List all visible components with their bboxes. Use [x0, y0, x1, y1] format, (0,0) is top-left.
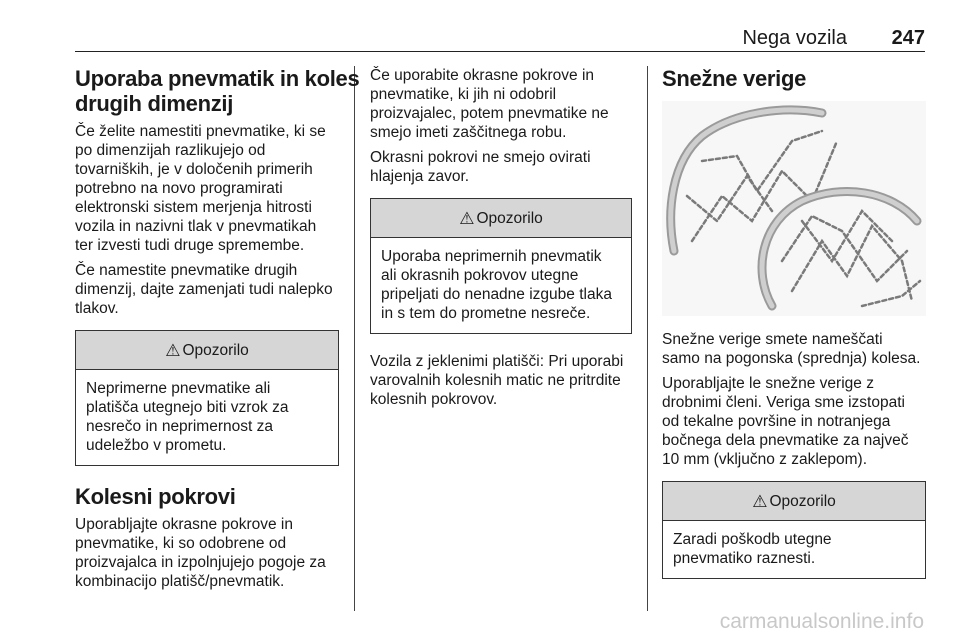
paragraph: [370, 148, 632, 186]
column-2: [370, 66, 632, 415]
text-line: samo na pogonska (sprednja) kolesa.: [662, 350, 921, 367]
text-line: proizvajalca in izpolnjujejo pogoje za: [75, 554, 326, 571]
snow-chains-drawing-icon: [662, 101, 926, 316]
page-header: [75, 27, 925, 51]
warning-header: [371, 199, 631, 238]
paragraph: [75, 515, 339, 591]
text-line: 10 mm (vključno z zaklepom).: [662, 451, 868, 468]
heading-wheel-covers: Kolesni pokrovi: [75, 484, 236, 509]
text-line: pripeljati do nenadne izgube tlaka: [381, 286, 612, 303]
paragraph: [370, 66, 632, 142]
text-line: Uporaba neprimernih pnevmatik: [381, 248, 602, 265]
warning-body: [371, 238, 631, 333]
warning-body: [663, 521, 925, 578]
warning-header: [663, 482, 925, 521]
text-line: tlakov.: [75, 300, 119, 317]
paragraph: [75, 122, 339, 255]
warning-body: [76, 370, 338, 465]
text-line: potrebno na novo programirati: [75, 180, 283, 197]
paragraph: [370, 352, 632, 409]
text-line: kombinacijo platišč/pnevmatik.: [75, 573, 285, 590]
text-line: Uporabljajte okrasne pokrove in: [75, 516, 293, 533]
text-line: ter izvesti tudi druge spremembe.: [75, 237, 305, 254]
text-line: Če želite namestiti pnevmatike, ki se: [75, 123, 326, 140]
text-line: varovalnih kolesnih matic ne pritrdite: [370, 372, 621, 389]
column-divider: [647, 66, 648, 611]
warning-box: [662, 481, 926, 579]
text-line: Vozila z jeklenimi platišči: Pri uporabi: [370, 353, 624, 370]
text-line: ali okrasnih pokrovov utegne: [381, 267, 579, 284]
text-line: Zaradi poškodb utegne: [673, 531, 832, 548]
heading-snow-chains: Snežne verige: [662, 66, 807, 91]
text-line: Če namestite pnevmatike drugih: [75, 262, 298, 279]
warning-triangle-icon: ⚠: [752, 491, 768, 511]
page-number: 247: [891, 27, 925, 49]
text-line: Uporabljajte le snežne verige z: [662, 375, 874, 392]
column-3: [662, 66, 926, 597]
text-line: bočnega dela pnevmatike za največ: [662, 432, 909, 449]
snow-chain-illustration: [662, 101, 926, 316]
text-line: tovarniških, je v določenih primerih: [75, 161, 313, 178]
text-line: proizvajalec, potem pnevmatike ne: [370, 105, 609, 122]
text-line: od tekalne površine in notranjega: [662, 413, 891, 430]
heading-line: drugih dimenzij: [75, 91, 234, 116]
section-title: Nega vozila: [742, 27, 847, 49]
text-line: hlajenja zavor.: [370, 168, 470, 185]
paragraph: [75, 261, 339, 318]
heading-tire-dimensions: [75, 66, 360, 116]
text-line: smejo imeti zaščitnega robu.: [370, 124, 567, 141]
warning-box: [75, 330, 339, 466]
watermark: carmanualsonline.info: [719, 610, 924, 633]
text-line: Če uporabite okrasne pokrove in: [370, 67, 595, 84]
text-line: dimenzij, dajte zamenjati tudi nalepko: [75, 281, 333, 298]
text-line: in s tem do prometne nesreče.: [381, 305, 591, 322]
text-line: drobnimi členi. Veriga sme izstopati: [662, 394, 905, 411]
warning-triangle-icon: ⚠: [165, 340, 181, 360]
paragraph: [662, 330, 926, 368]
text-line: Neprimerne pnevmatike ali: [86, 380, 271, 397]
text-line: kolesnih pokrovov.: [370, 391, 498, 408]
text-line: po dimenzijah razlikujejo od: [75, 142, 266, 159]
text-line: vozila in nazivni tlak v pnevmatikah: [75, 218, 317, 235]
text-line: Okrasni pokrovi ne smejo ovirati: [370, 149, 591, 166]
warning-title: Opozorilo: [769, 492, 836, 510]
warning-header: [76, 331, 338, 370]
warning-title: Opozorilo: [182, 341, 249, 359]
heading-line: Uporaba pnevmatik in koles: [75, 66, 360, 91]
warning-triangle-icon: ⚠: [459, 208, 475, 228]
text-line: nesrečo in neprimernost za: [86, 418, 273, 435]
text-line: pnevmatike, ki so odobrene od: [75, 535, 287, 552]
column-1: [75, 66, 360, 597]
column-divider: [354, 66, 355, 611]
paragraph: [662, 374, 926, 469]
header-rule: [75, 51, 925, 52]
text-line: Snežne verige smete nameščati: [662, 331, 883, 348]
text-line: platišča utegnejo biti vzrok za: [86, 399, 289, 416]
text-line: elektronski sistem merjenja hitrosti: [75, 199, 312, 216]
warning-title: Opozorilo: [476, 209, 543, 227]
text-line: pnevmatiko raznesti.: [673, 550, 816, 567]
warning-box: [370, 198, 632, 334]
text-line: udeležbo v prometu.: [86, 437, 227, 454]
text-line: pnevmatike, ki jih ni odobril: [370, 86, 557, 103]
